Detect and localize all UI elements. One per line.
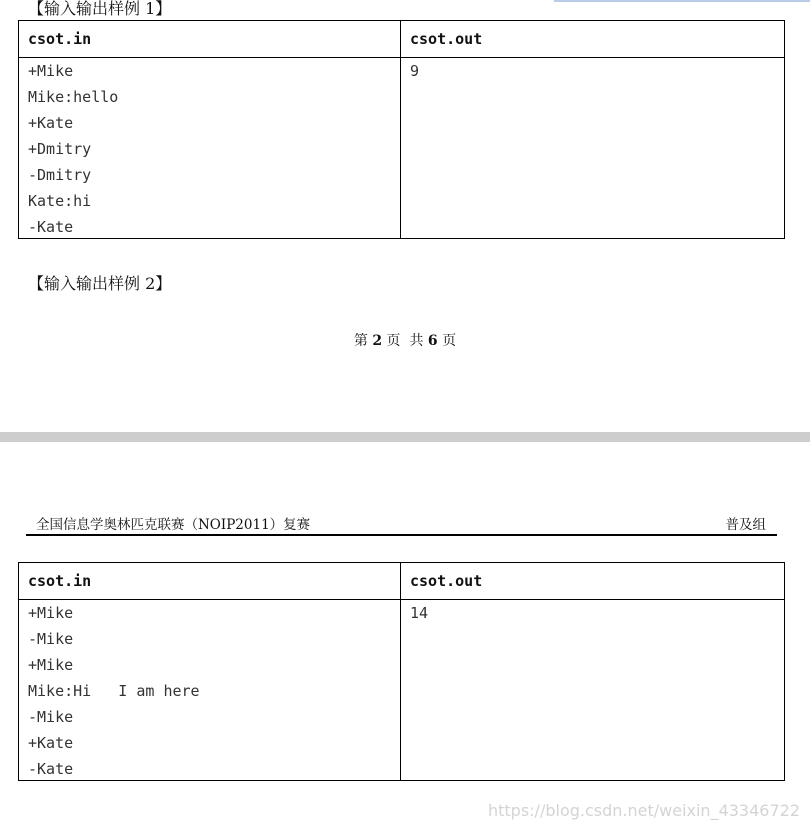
sample2-in-cell xyxy=(19,600,401,781)
input-line: +Mike xyxy=(28,604,74,622)
input-line: -Kate xyxy=(28,218,74,236)
current-page: 2 xyxy=(372,333,383,349)
input-line: Mike:Hi I am here xyxy=(28,682,200,700)
input-line: +Mike xyxy=(28,62,74,80)
sample2-out-cell xyxy=(401,600,785,781)
total-pages: 6 xyxy=(427,333,438,349)
input-line: -Dmitry xyxy=(28,166,92,184)
page-prefix: 第 xyxy=(353,333,368,349)
output-line: 9 xyxy=(410,62,420,80)
sample1-in-header: csot.in xyxy=(19,21,401,58)
input-line: -Kate xyxy=(28,760,74,778)
output-line: 14 xyxy=(410,604,429,622)
sample1-out-header: csot.out xyxy=(401,21,785,58)
sample2-title: 【输入输出样例 2】 xyxy=(28,274,172,293)
input-line: -Mike xyxy=(28,708,74,726)
sample2-in-header: csot.in xyxy=(19,563,401,600)
input-line: Kate:hi xyxy=(28,192,92,210)
page-mid: 页 共 xyxy=(386,333,424,349)
page-header-group: 普及组 xyxy=(725,517,766,533)
page-number xyxy=(0,330,810,350)
page-suffix: 页 xyxy=(442,333,457,349)
input-line: -Mike xyxy=(28,630,74,648)
input-line: Mike:hello xyxy=(28,88,119,106)
sample1-title: 【输入输出样例 1】 xyxy=(28,0,172,18)
watermark: https://blog.csdn.net/weixin_43346722 xyxy=(487,801,800,820)
page-header-rule xyxy=(26,534,777,536)
page-separator xyxy=(0,432,810,442)
input-line: +Kate xyxy=(28,114,74,132)
input-line: +Mike xyxy=(28,656,74,674)
sample2-out-header: csot.out xyxy=(401,563,785,600)
sample1-table xyxy=(18,20,785,239)
input-line: +Dmitry xyxy=(28,140,92,158)
top-accent-line xyxy=(554,0,810,2)
input-line: +Kate xyxy=(28,734,74,752)
sample1-out-cell xyxy=(401,58,785,239)
page-header-title: 全国信息学奥林匹克联赛（NOIP2011）复赛 xyxy=(36,517,311,533)
sample1-in-cell xyxy=(19,58,401,239)
sample2-table xyxy=(18,562,785,781)
